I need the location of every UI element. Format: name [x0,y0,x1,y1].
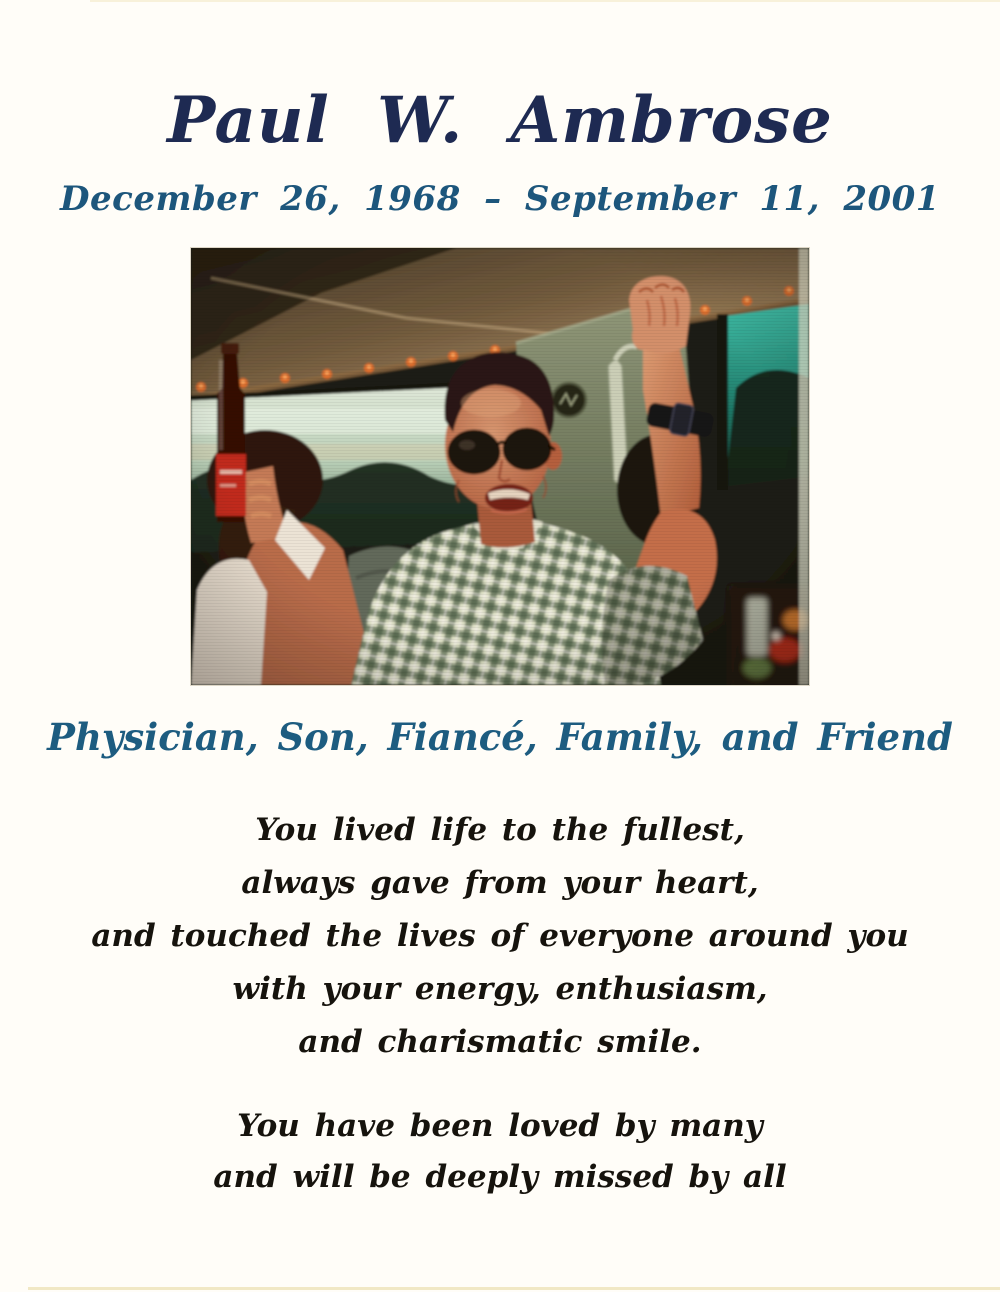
life-dates: December 26, 1968 – September 11, 2001 [60,179,940,219]
tribute-line: with your energy, enthusiasm, [232,971,768,1007]
tribute-line: and charismatic smile. [298,1024,702,1060]
subtitle-roles: Physician, Son, Fiancé, Family, and Friend [47,715,953,759]
page-title: Paul W. Ambrose [167,83,833,158]
tribute-poem [0,804,1000,1069]
tribute-line: and touched the lives of everyone around you [91,918,909,954]
memorial-photo [191,248,809,685]
tribute-line: You lived life to the fullest, [255,812,745,848]
closing-poem [0,1101,1000,1203]
memorial-photo-illustration [191,248,809,685]
closing-line: and will be deeply missed by all [213,1159,787,1195]
scan-edge-bottom [28,1287,1000,1290]
closing-line: You have been loved by many [237,1108,763,1144]
tribute-line: always gave from your heart, [241,865,759,901]
scan-edge-top [90,0,1000,2]
